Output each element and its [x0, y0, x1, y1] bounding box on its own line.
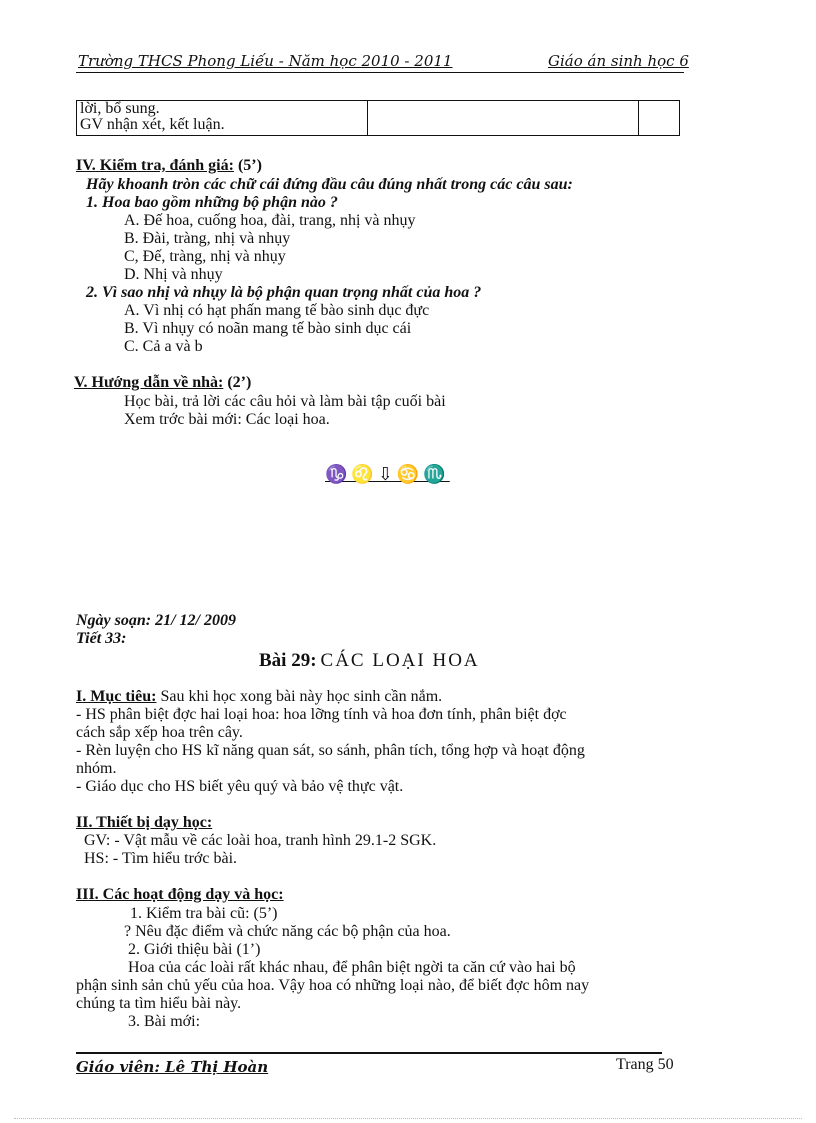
question-2: 2. Vì sao nhị và nhụy là bộ phận quan trọng nhất của hoa ?: [86, 284, 482, 301]
q1-option-c: C, Đế, tràng, nhị và nhụy: [124, 248, 286, 265]
activities-heading: III. Các hoạt động dạy và học:: [76, 886, 284, 903]
continuation-table: [76, 100, 680, 136]
check-old-lesson: 1. Kiểm tra bài cũ: (5’): [130, 905, 278, 922]
objective-line: - Giáo dục cho HS biết yêu quý và bảo vệ thực vật.: [76, 778, 404, 795]
header-school: Trường THCS Phong Liếu - Năm học 2010 - 2011: [78, 52, 453, 70]
section-4-instruction: Hãy khoanh tròn các chữ cái đứng đầu câu đúng nhất trong các câu sau:: [86, 176, 573, 193]
homework-line: Xem trớc bài mới: Các loại hoa.: [124, 411, 330, 428]
introduction-label: 2. Giới thiệu bài (1’): [128, 941, 261, 958]
objective-line: nhóm.: [76, 760, 117, 777]
q1-option-a: A. Đế hoa, cuống hoa, đài, trang, nhị và nhụy: [124, 212, 416, 229]
objectives-heading-line: I. Mục tiêu: Sau khi học xong bài này học sinh cần nắm.: [76, 688, 443, 705]
section-5-heading: V. Hướng dẫn về nhà: (2’): [74, 374, 252, 391]
equipment-heading: II. Thiết bị dạy học:: [76, 814, 213, 831]
equipment-line: GV: - Vật mẫu về các loài hoa, tranh hình 29.1-2 SGK.: [84, 832, 437, 849]
introduction-line: chúng ta tìm hiểu bài này.: [76, 995, 242, 1012]
lesson-title: Bài 29: CÁC LOẠI HOA: [259, 650, 480, 671]
introduction-line: Hoa của các loài rất khác nhau, để phân biệt ngời ta căn cứ vào hai bộ: [128, 959, 576, 976]
question-1: 1. Hoa bao gồm những bộ phận nào ?: [86, 194, 338, 211]
table-line: GV nhận xét, kết luận.: [80, 116, 225, 133]
period-number: Tiết 33:: [76, 630, 127, 647]
footer-teacher: Giáo viên: Lê Thị Hoàn: [76, 1058, 269, 1076]
objective-line: - HS phân biệt đợc hai loại hoa: hoa lỡng tính và hoa đơn tính, phân biệt đợc: [76, 706, 567, 723]
introduction-line: phận sinh sản chủ yếu của hoa. Vậy hoa có những loại nào, để biết đợc hôm nay: [76, 977, 590, 994]
q1-option-d: D. Nhị và nhụy: [124, 266, 223, 283]
equipment-line: HS: - Tìm hiểu trớc bài.: [84, 850, 238, 867]
section-4-heading: IV. Kiểm tra, đánh giá: (5’): [76, 157, 262, 174]
table-line: lời, bổ sung.: [80, 100, 160, 117]
q2-option-c: C. Cả a và b: [124, 338, 203, 355]
footer-page-number: Trang 50: [616, 1056, 674, 1073]
table-cell-student: [368, 101, 639, 136]
homework-line: Học bài, trả lời các câu hỏi và làm bài tập cuối bài: [124, 393, 446, 410]
q2-option-b: B. Vì nhụy có noãn mang tế bào sinh dục cái: [124, 320, 412, 337]
header-subject: Giáo án sinh học 6: [548, 52, 689, 70]
new-lesson-label: 3. Bài mới:: [128, 1013, 201, 1030]
page-edge-dotted-line: [14, 1118, 802, 1119]
objective-line: - Rèn luyện cho HS kĩ năng quan sát, so sánh, phân tích, tổng hợp và hoạt động: [76, 742, 585, 759]
date-prepared: Ngày soạn: 21/ 12/ 2009: [76, 612, 236, 629]
q1-option-b: B. Đài, tràng, nhị và nhụy: [124, 230, 291, 247]
q2-option-a: A. Vì nhị có hạt phấn mang tế bào sinh dục đực: [124, 302, 430, 319]
table-cell-teacher: [77, 101, 368, 136]
check-question: ? Nêu đặc điểm và chức năng các bộ phận của hoa.: [124, 923, 451, 940]
footer-rule: [76, 1052, 662, 1054]
table-cell-notes: [639, 101, 680, 136]
separator-symbols: ♑♌⇩♋♏: [325, 464, 450, 484]
header-rule: [76, 72, 684, 73]
objective-line: cách sắp xếp hoa trên cây.: [76, 724, 243, 741]
